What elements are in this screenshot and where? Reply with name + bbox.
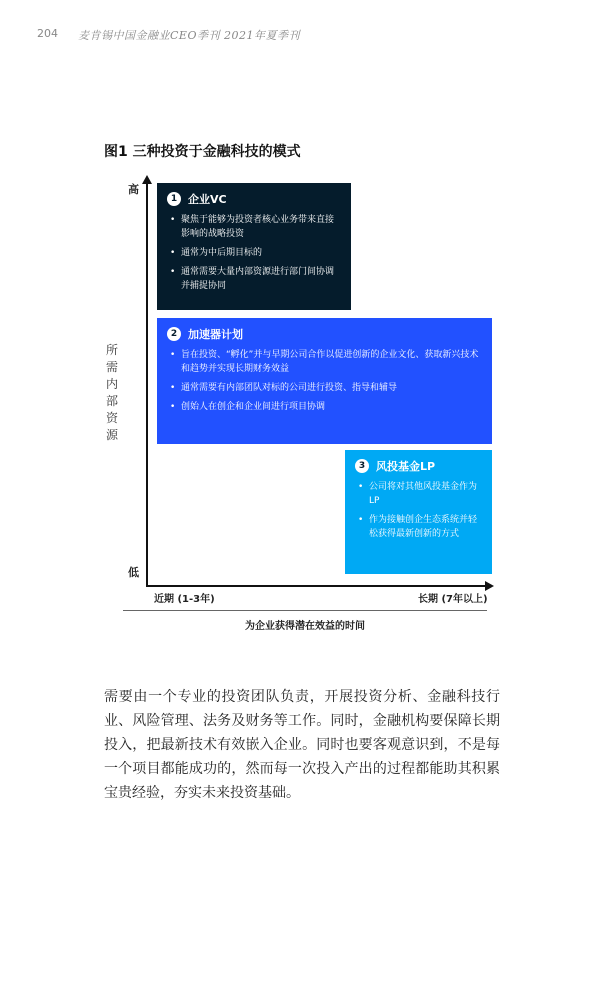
bullet-item: • 旨在投资、“孵化”并与早期公司合作以促进创新的企业文化、获取新兴技术和趋势并实现长期财务效益	[181, 348, 482, 376]
bullet-item: • 公司将对其他风投基金作为LP	[369, 480, 482, 508]
number-badge: 2	[167, 327, 181, 341]
box-heading	[167, 191, 341, 207]
page-header	[37, 27, 300, 43]
bullet-list	[355, 480, 482, 541]
publication-title: 麦肯锡中国金融业CEO季刊 2021年夏季刊	[78, 29, 300, 42]
model-box-vc-fund-lp	[345, 450, 492, 574]
model-box-accelerator	[157, 318, 492, 444]
bullet-item: • 通常需要大量内部资源进行部门间协调并捕捉协同	[181, 265, 341, 293]
y-axis-low-label: 低	[128, 566, 139, 579]
box-heading	[167, 326, 482, 342]
page-number: 204	[37, 27, 58, 40]
bullet-item: • 聚焦于能够为投资者核心业务带来直接影响的战略投资	[181, 213, 341, 241]
x-axis-caption: 为企业获得潜在效益的时间	[245, 621, 365, 632]
number-badge: 1	[167, 192, 181, 206]
bullet-item: • 通常需要有内部团队对标的公司进行投资、指导和辅导	[181, 381, 482, 395]
figure-title: 图1 三种投资于金融科技的模式	[104, 144, 301, 160]
x-axis-near-label: 近期 (1-3年)	[154, 594, 215, 605]
box-title: 加速器计划	[188, 328, 243, 341]
x-axis-long-label: 长期 (7年以上)	[418, 594, 488, 605]
box-heading	[355, 458, 482, 474]
model-box-corporate-vc	[157, 183, 351, 310]
y-axis-title: 所需内部资源	[105, 343, 118, 442]
bullet-item: • 作为接触创企生态系统并轻松获得最新创新的方式	[369, 513, 482, 541]
bullet-item: • 创始人在创企和企业间进行项目协调	[181, 400, 482, 414]
x-axis-arrow	[146, 585, 486, 587]
y-axis-high-label: 高	[128, 183, 139, 196]
bullet-list	[167, 213, 341, 293]
bullet-item: • 通常为中后期目标的	[181, 246, 341, 260]
bullet-list	[167, 348, 482, 414]
box-title: 风投基金LP	[376, 460, 436, 473]
body-paragraph: 需要由一个专业的投资团队负责，开展投资分析、金融科技行业、风险管理、法务及财务等工作。同时，金融机构要保障长期投入，把最新技术有效嵌入企业。同时也要客观意识到，不是每一个项目都能成功的，然而每一次投入产出的过程都能助其积累宝贵经验，夯实未来投资基础。	[104, 689, 500, 801]
y-axis-arrow	[146, 183, 148, 585]
number-badge: 3	[355, 459, 369, 473]
box-title: 企业VC	[188, 193, 227, 206]
caption-divider	[123, 610, 487, 611]
